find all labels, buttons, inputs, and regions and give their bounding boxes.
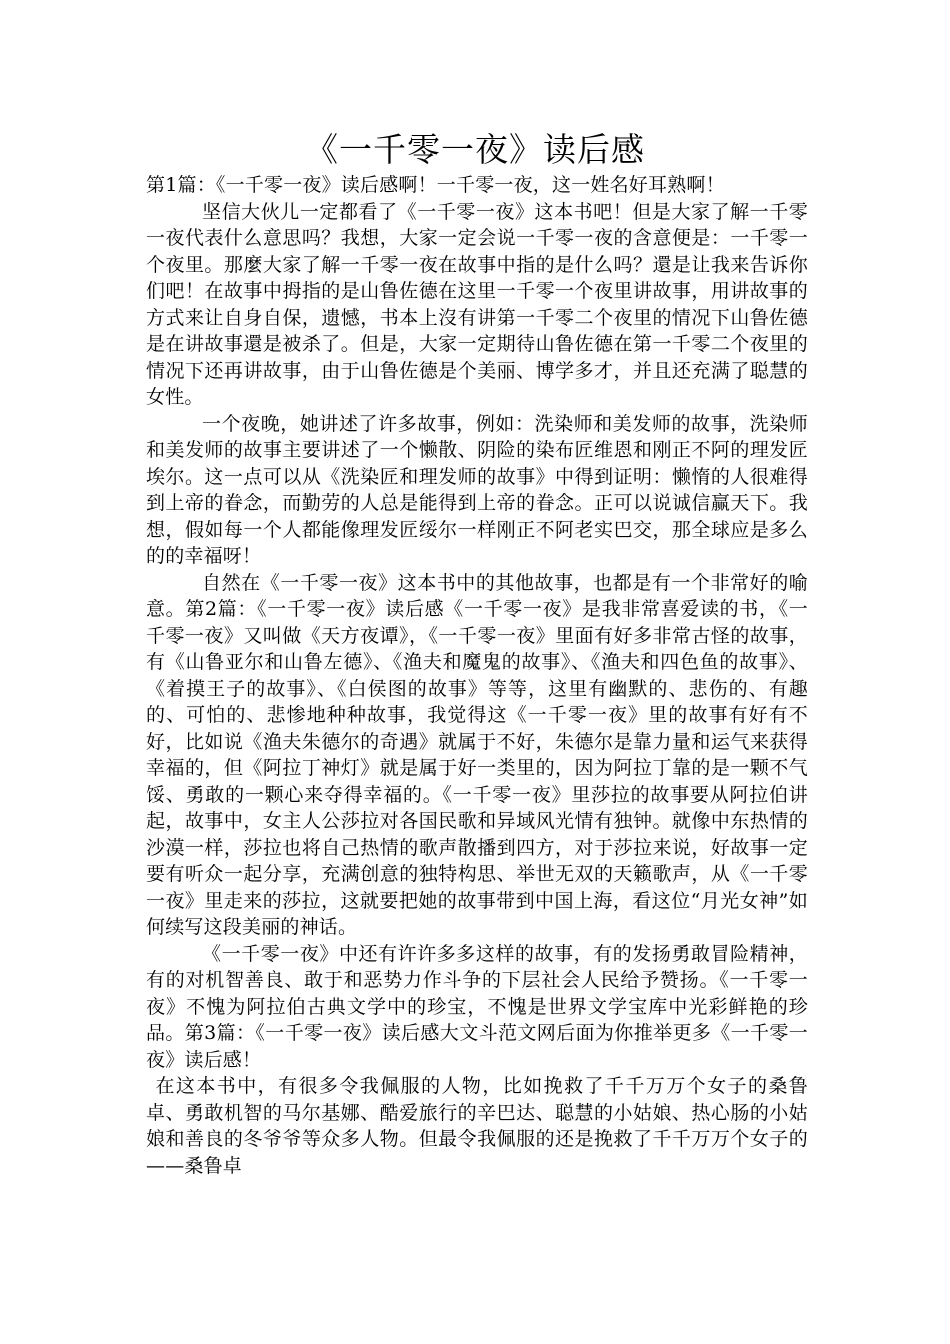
document-title: 《一千零一夜》读后感 xyxy=(305,130,645,169)
paragraph-3: 一个夜晚，她讲述了许多故事，例如：洗染师和美发师的故事，洗染师和美发师的故事主要讲述了一个懒散、阴险的染布匠维恩和刚正不阿的理发匠埃尔。这一点可以从《洗染匠和理发师的故事》中得到证明：懒惰的人很难得到上帝的眷念，而勤劳的人总是能得到上帝的眷念。正可以说诚信赢天下。我想，假如每一个人都能像理发匠绥尔一样刚正不阿老实巴交，那全球应是多么的的幸福呀！ xyxy=(146,412,808,567)
document-body xyxy=(146,172,808,1179)
paragraph-2: 坚信大伙儿一定都看了《一千零一夜》这本书吧！但是大家了解一千零一夜代表什么意思吗？我想，大家一定会说一千零一夜的含意便是：一千零一个夜里。那麼大家了解一千零一夜在故事中指的是什么吗？還是让我来告诉你们吧！在故事中拇指的是山鲁佐德在这里一千零一个夜里讲故事，用讲故事的方式来让自身自保，遗憾，书本上沒有讲第一千零二个夜里的情况下山鲁佐德是在讲故事還是被杀了。但是，大家一定期待山鲁佐德在第一千零二个夜里的情况下还再讲故事，由于山鲁佐德是个美丽、博学多才，并且还充满了聪慧的女性。 xyxy=(146,200,808,408)
paragraph-6: 在这本书中，有很多令我佩服的人物，比如挽救了千千万万个女子的桑鲁卓、勇敢机智的马尔基娜、酷爱旅行的辛巴达、聪慧的小姑娘、热心肠的小姑娘和善良的冬爷爷等众多人物。但最令我佩服的还是挽救了千千万万个女子的——桑鲁卓 xyxy=(146,1075,808,1177)
paragraph-4: 自然在《一千零一夜》这本书中的其他故事，也都是有一个非常好的喻意。第2篇：《一千零一夜》读后感《一千零一夜》是我非常喜爱读的书，《一千零一夜》又叫做《天方夜谭》，《一千零一夜》里面有好多非常古怪的故事，有《山鲁亚尔和山鲁左德》、《渔夫和魔鬼的故事》、《渔夫和四色鱼的故事》、《着摸王子的故事》、《白侯图的故事》等等，这里有幽默的、悲伤的、有趣的、可怕的、悲惨地种种故事，我觉得这《一千零一夜》里的故事有好有不好，比如说《渔夫朱德尔的奇遇》就属于不好，朱德尔是靠力量和运气来获得幸福的，但《阿拉丁神灯》就是属于好一类里的，因为阿拉丁靠的是一颗不气馁、勇敢的一颗心来夺得幸福的。《一千零一夜》里莎拉的故事要从阿拉伯讲起，故事中，女主人公莎拉对各国民歌和异域风光情有独钟。就像中东热情的沙漠一样，莎拉也将自己热情的歌声散播到四方，对于莎拉来说，好故事一定要有听众一起分享，充满创意的独特构思、举世无双的天籁歌声，从《一千零一夜》里走来的莎拉，这就要把她的故事带到中国上海，看这位“月光女神”如何续写这段美丽的神话。 xyxy=(146,571,808,938)
paragraph-1: 第1篇：《一千零一夜》读后感啊！一千零一夜，这一姓名好耳熟啊！ xyxy=(146,174,725,196)
paragraph-5: 《一千零一夜》中还有许许多多这样的故事，有的发扬勇敢冒险精神，有的对机智善良、敢于和恶势力作斗争的下层社会人民给予赞扬。《一千零一夜》不愧为阿拉伯古典文学中的珍宝，不愧是世界文学宝库中光彩鲜艳的珍品。第3篇：《一千零一夜》读后感大文斗范文网后面为你推举更多《一千零一夜》读后感！ xyxy=(146,942,808,1071)
